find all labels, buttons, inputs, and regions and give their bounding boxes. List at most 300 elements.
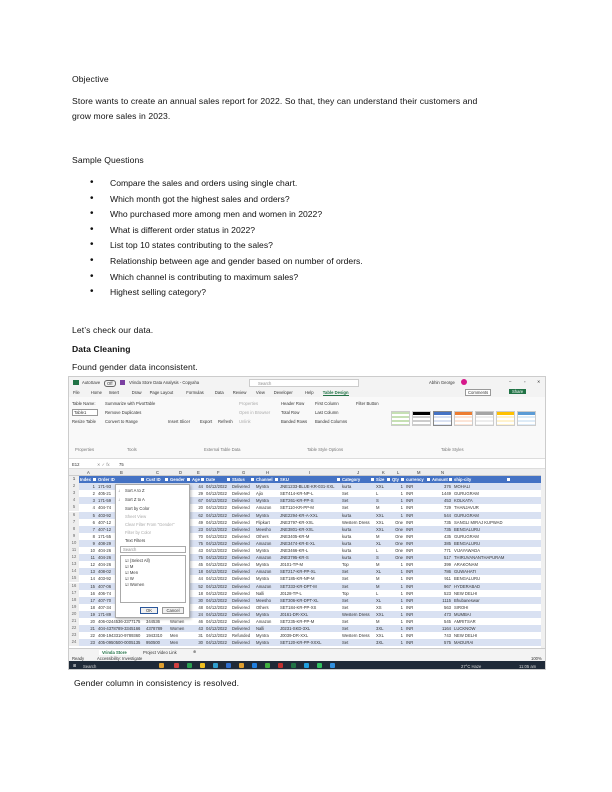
table-cell: 407-34 bbox=[98, 604, 112, 610]
table-cell: INR bbox=[406, 519, 414, 525]
column-header[interactable]: Order ID bbox=[98, 477, 115, 482]
question-item: • Highest selling category? bbox=[90, 287, 363, 303]
column-header[interactable]: Size bbox=[376, 477, 385, 482]
table-cell: HYDERABAD bbox=[454, 583, 481, 589]
table-cell: 1 bbox=[400, 484, 403, 490]
filter-dropdown-icon[interactable] bbox=[371, 478, 375, 482]
vertical-scrollbar[interactable] bbox=[541, 469, 546, 648]
row-number[interactable]: 3 bbox=[69, 490, 79, 497]
menu-review[interactable]: Review bbox=[232, 390, 247, 395]
column-header[interactable]: Index bbox=[80, 477, 91, 482]
windows-icon[interactable]: ⊞ bbox=[73, 663, 77, 668]
column-letter[interactable]: D bbox=[179, 470, 183, 475]
filter-button-checkbox[interactable]: Filter Button bbox=[356, 401, 379, 406]
export-button[interactable]: Export bbox=[200, 419, 213, 424]
filter-dropdown-icon[interactable] bbox=[449, 478, 453, 482]
row-number[interactable]: 22 bbox=[69, 625, 79, 632]
row-number[interactable]: 24 bbox=[69, 639, 79, 646]
app-icon[interactable] bbox=[159, 663, 164, 668]
table-cell: INR bbox=[406, 569, 414, 575]
row-number[interactable]: 6 bbox=[69, 512, 79, 519]
table-cell: 22 bbox=[90, 633, 95, 639]
table-cell: 6 bbox=[92, 519, 95, 525]
share-button[interactable]: Share bbox=[509, 389, 526, 394]
table-cell: Delivered bbox=[232, 569, 250, 575]
filter-dropdown-icon[interactable] bbox=[165, 478, 169, 482]
table-cell: Meesho bbox=[256, 526, 271, 532]
table-cell: 15 bbox=[90, 583, 95, 589]
option-men[interactable]: ☑ Men bbox=[125, 569, 139, 575]
column-header[interactable]: Qty bbox=[392, 477, 399, 482]
first-column-checkbox[interactable]: First Column bbox=[315, 401, 339, 406]
table-cell: 4 bbox=[92, 505, 95, 511]
sort-a-to-z[interactable]: Sort A to Z bbox=[125, 487, 145, 493]
column-letter[interactable]: F bbox=[217, 470, 220, 475]
app-icon[interactable] bbox=[304, 663, 309, 668]
table-cell: THANJAVUR bbox=[454, 505, 479, 511]
table-cell: 7 bbox=[92, 526, 95, 532]
column-header[interactable]: Cust ID bbox=[146, 477, 161, 482]
remove-duplicates-button[interactable]: Remove Duplicates bbox=[105, 410, 142, 415]
column-letter[interactable]: N bbox=[441, 470, 445, 475]
table-cell: One bbox=[395, 540, 403, 546]
table-cell: ARAKONAM bbox=[454, 562, 478, 568]
row-number[interactable]: 20 bbox=[69, 611, 79, 618]
row-number[interactable]: 9 bbox=[69, 533, 79, 540]
table-cell: 344536 bbox=[146, 619, 160, 624]
taskbar bbox=[69, 661, 545, 670]
table-cell: 44 bbox=[198, 576, 203, 582]
app-icon[interactable] bbox=[200, 663, 205, 668]
table-cell: 04/12/2022 bbox=[206, 576, 227, 582]
table-cell: INR bbox=[406, 576, 414, 582]
table-cell: Refunded bbox=[232, 633, 251, 639]
column-letter[interactable]: B bbox=[120, 470, 123, 475]
table-cell: SET217-KR-PP-XL bbox=[280, 569, 316, 575]
column-letter[interactable]: J bbox=[357, 470, 360, 475]
questions-list bbox=[90, 178, 363, 303]
search-box[interactable]: Search bbox=[249, 379, 359, 387]
table-cell: AMRITSAR bbox=[454, 619, 476, 624]
table-cell: J0039-DR-XXL bbox=[280, 633, 309, 639]
autosave-toggle[interactable]: Off bbox=[104, 380, 116, 387]
table-cell: Western Dress bbox=[342, 633, 370, 639]
resize-table-button[interactable]: Resize Table bbox=[72, 419, 96, 424]
column-header[interactable]: Category bbox=[342, 477, 361, 482]
row-number[interactable]: 15 bbox=[69, 575, 79, 582]
ok-button[interactable]: OK bbox=[140, 607, 158, 614]
table-style-swatch[interactable] bbox=[433, 411, 452, 426]
column-letter[interactable]: M bbox=[417, 470, 421, 475]
table-cell: 1943310 bbox=[146, 633, 163, 639]
weather[interactable]: 27°C Haze bbox=[461, 664, 482, 669]
table-cell: 405-0950500-0005135 bbox=[98, 640, 141, 646]
option-m[interactable]: ☑ M bbox=[125, 563, 134, 569]
table-header-row bbox=[69, 476, 541, 483]
table-cell: 04/12/2022 bbox=[206, 597, 227, 603]
avatar[interactable] bbox=[461, 379, 467, 385]
sheet-tab[interactable]: Project Video Link bbox=[143, 650, 177, 655]
sort-z-to-a[interactable]: Sort Z to A bbox=[125, 496, 145, 502]
table-cell: XL bbox=[376, 540, 382, 546]
table-cell: One bbox=[395, 519, 403, 525]
table-cell: XL bbox=[376, 569, 382, 575]
table-cell: 3XL bbox=[376, 626, 384, 632]
group-label: Properties bbox=[75, 447, 95, 452]
total-row-checkbox[interactable]: Total Row bbox=[281, 410, 300, 415]
filter-dropdown-icon[interactable] bbox=[427, 478, 431, 482]
table-row bbox=[69, 625, 541, 632]
app-icon[interactable] bbox=[226, 663, 231, 668]
row-number[interactable]: 23 bbox=[69, 632, 79, 639]
convert-range-button[interactable]: Convert to Range bbox=[105, 419, 138, 424]
app-icon[interactable] bbox=[239, 663, 244, 668]
banded-rows-checkbox[interactable]: Banded Rows bbox=[281, 419, 308, 424]
column-letter[interactable]: C bbox=[156, 470, 160, 475]
table-style-swatch[interactable] bbox=[496, 411, 515, 426]
filter-search-input[interactable]: Search bbox=[120, 546, 186, 553]
table-cell: JNE3405-KR-M bbox=[280, 533, 310, 539]
table-style-swatch[interactable] bbox=[391, 411, 410, 426]
row-number[interactable]: 8 bbox=[69, 526, 79, 533]
menu-table-design[interactable]: Table Design bbox=[322, 390, 349, 395]
table-cell: 45 bbox=[198, 562, 203, 568]
question-item: • Which channel is contributing to maximum sales? bbox=[90, 272, 363, 288]
minimize-icon[interactable]: – bbox=[509, 379, 512, 384]
table-cell: 04/12/2022 bbox=[206, 512, 227, 518]
table-cell: 2 bbox=[92, 491, 95, 497]
column-letter[interactable]: H bbox=[266, 470, 270, 475]
table-cell: INR bbox=[406, 484, 414, 490]
table-cell: JNE3801-KR-XXL bbox=[280, 526, 314, 532]
table-cell: 46 bbox=[198, 619, 203, 624]
option-women[interactable]: ☑ Women bbox=[125, 581, 145, 587]
insert-slicer-button[interactable]: Insert Slicer bbox=[168, 419, 191, 424]
table-cell: 406-0244536-2377175 bbox=[98, 619, 141, 624]
filter-dropdown-icon[interactable] bbox=[227, 478, 231, 482]
app-icon[interactable] bbox=[213, 663, 218, 668]
file-title: Vrinda Store Data Analysis - Copyaha bbox=[129, 380, 200, 385]
group-label: Table Styles bbox=[441, 447, 464, 452]
summarize-pivot-button[interactable]: Summarize with PivotTable bbox=[105, 401, 156, 406]
name-box[interactable]: E12 bbox=[72, 462, 80, 467]
column-header[interactable]: Status bbox=[232, 477, 245, 482]
table-cell: INR bbox=[406, 633, 414, 639]
last-column-checkbox[interactable]: Last Column bbox=[315, 410, 339, 415]
table-cell: 29 bbox=[198, 491, 203, 497]
table-cell: 171-55 bbox=[98, 533, 112, 539]
table-cell: 786 bbox=[444, 569, 451, 575]
table-cell: L bbox=[376, 491, 379, 497]
cancel-button[interactable]: Cancel bbox=[162, 607, 184, 614]
row-number[interactable]: 13 bbox=[69, 561, 79, 568]
questions-heading: Sample Questions bbox=[72, 155, 144, 165]
properties-button[interactable]: Properties bbox=[239, 401, 259, 406]
table-cell: XL bbox=[376, 597, 382, 603]
zoom-level[interactable]: 100% bbox=[531, 656, 542, 661]
table-cell: L bbox=[376, 548, 379, 553]
table-cell: 404-26 bbox=[98, 548, 112, 553]
table-cell: 10 bbox=[90, 548, 95, 553]
table-cell: JNE3466-KR-L bbox=[280, 548, 309, 553]
filter-dropdown-icon[interactable] bbox=[337, 478, 341, 482]
filter-dropdown-icon[interactable] bbox=[93, 478, 97, 482]
menu-page-layout[interactable]: Page Layout bbox=[149, 390, 174, 395]
filter-dropdown-icon[interactable] bbox=[507, 478, 511, 482]
column-header[interactable]: Date bbox=[206, 477, 216, 482]
table-cell: Amazon bbox=[256, 555, 272, 561]
app-icon[interactable] bbox=[317, 663, 322, 668]
column-letter[interactable]: K bbox=[382, 470, 385, 475]
table-cell: 20 bbox=[90, 619, 95, 624]
app-icon[interactable] bbox=[187, 663, 192, 668]
table-cell: 19 bbox=[90, 611, 95, 617]
table-cell: INR bbox=[406, 590, 414, 596]
table-cell: 1 bbox=[400, 611, 403, 617]
table-cell: Delivered bbox=[232, 512, 250, 518]
column-header[interactable]: Amount bbox=[432, 477, 448, 482]
table-cell: INR bbox=[406, 640, 414, 646]
table-cell: Delivered bbox=[232, 533, 250, 539]
sort-by-color[interactable]: Sort by Color bbox=[125, 505, 150, 511]
table-cell: 1 bbox=[400, 590, 403, 596]
table-cell: 14 bbox=[90, 576, 95, 582]
formula-bar bbox=[69, 460, 545, 469]
table-cell: 13 bbox=[90, 569, 95, 575]
table-cell: Nalli bbox=[256, 590, 265, 596]
table-cell: Set bbox=[342, 569, 349, 575]
table-cell: Amazon bbox=[256, 505, 272, 511]
table-cell: INR bbox=[406, 491, 414, 497]
header-row-checkbox[interactable]: Header Row bbox=[281, 401, 305, 406]
column-header[interactable]: Channel bbox=[256, 477, 273, 482]
table-cell: Western Dress bbox=[342, 519, 370, 525]
table-cell: NEW DELHI bbox=[454, 590, 478, 596]
table-row bbox=[69, 618, 541, 625]
menu-help[interactable]: Help bbox=[305, 390, 314, 395]
table-cell: 04/12/2022 bbox=[206, 526, 227, 532]
table-style-swatch[interactable] bbox=[475, 411, 494, 426]
app-icon[interactable] bbox=[265, 663, 270, 668]
filter-by-color[interactable]: Filter by Color bbox=[125, 529, 152, 535]
filter-dropdown-icon[interactable] bbox=[387, 478, 391, 482]
filter-dropdown-icon[interactable] bbox=[251, 478, 255, 482]
table-cell: LUCKNOW bbox=[454, 626, 476, 632]
column-letter[interactable]: E bbox=[197, 470, 200, 475]
table-cell: BENGALURU bbox=[454, 576, 481, 582]
table-cell: M bbox=[376, 583, 380, 589]
table-cell: 18 bbox=[90, 604, 95, 610]
menu-home[interactable]: Home bbox=[90, 390, 102, 395]
table-name-label: Table Name: bbox=[72, 401, 96, 406]
table-cell: NEW DELHI bbox=[454, 633, 478, 639]
table-cell: 04/12/2022 bbox=[206, 611, 227, 617]
filter-options-list bbox=[120, 555, 186, 603]
table-cell: INR bbox=[406, 555, 414, 561]
table-cell: INR bbox=[406, 583, 414, 589]
filter-dropdown-icon[interactable] bbox=[201, 478, 205, 482]
column-header[interactable]: currency bbox=[406, 477, 424, 482]
filter-dropdown-icon[interactable] bbox=[275, 478, 279, 482]
unlink-button[interactable]: Unlink bbox=[239, 419, 251, 424]
data-cleaning-heading: Data Cleaning bbox=[72, 344, 131, 354]
row-number[interactable]: 11 bbox=[69, 547, 79, 554]
column-letter[interactable]: A bbox=[87, 470, 90, 475]
save-icon[interactable] bbox=[120, 380, 125, 385]
column-letter[interactable]: L bbox=[397, 470, 400, 475]
table-cell: Top bbox=[342, 562, 349, 568]
column-header[interactable]: SKU bbox=[280, 477, 289, 482]
row-number[interactable]: 12 bbox=[69, 554, 79, 561]
table-cell: M bbox=[376, 505, 380, 511]
row-number[interactable]: 21 bbox=[69, 618, 79, 625]
taskbar-search[interactable]: Search bbox=[83, 664, 97, 669]
table-cell: SET235-KR-PP-M bbox=[280, 619, 315, 624]
table-cell: 04/12/2022 bbox=[206, 626, 227, 632]
menu-developer[interactable]: Developer bbox=[273, 390, 293, 395]
table-cell: Others bbox=[256, 604, 269, 610]
app-icon[interactable] bbox=[330, 663, 335, 668]
maximize-icon[interactable]: ▫ bbox=[524, 379, 526, 384]
row-number[interactable]: 17 bbox=[69, 590, 79, 597]
table-cell: 171-89 bbox=[98, 611, 112, 617]
app-icon[interactable] bbox=[174, 663, 179, 668]
table-cell: JNE2294-KR-A-XXL bbox=[280, 512, 318, 518]
row-number[interactable]: 19 bbox=[69, 604, 79, 611]
autosave-label: AutoSave bbox=[82, 380, 101, 385]
question-item: • Relationship between age and gender based on number of orders. bbox=[90, 256, 363, 272]
table-cell: 21 bbox=[90, 626, 95, 632]
table-cell: kurta bbox=[342, 526, 352, 532]
table-cell: 52 bbox=[198, 583, 203, 589]
menu-draw[interactable]: Draw bbox=[131, 390, 142, 395]
table-cell: Men bbox=[170, 640, 179, 646]
row-number[interactable]: 18 bbox=[69, 597, 79, 604]
filter-dropdown-icon[interactable] bbox=[141, 478, 145, 482]
clear-filter[interactable]: Clear Filter From "Gender" bbox=[125, 521, 175, 527]
menu-insert[interactable]: Insert bbox=[108, 390, 120, 395]
row-number[interactable]: 7 bbox=[69, 519, 79, 526]
table-cell: 3 bbox=[92, 498, 95, 504]
filter-dropdown-icon[interactable] bbox=[401, 478, 405, 482]
table-cell: MOHALI bbox=[454, 484, 471, 490]
menu-formulas[interactable]: Formulas bbox=[186, 390, 204, 395]
table-cell: XXL bbox=[376, 512, 384, 518]
menu-file[interactable]: File bbox=[73, 390, 80, 395]
row-number[interactable]: 4 bbox=[69, 497, 79, 504]
table-cell: M bbox=[376, 533, 380, 539]
table-cell: 04/12/2022 bbox=[206, 604, 227, 610]
row-number[interactable]: 16 bbox=[69, 583, 79, 590]
table-cell: Delivered bbox=[232, 626, 250, 632]
menu-view[interactable]: View bbox=[255, 390, 265, 395]
table-cell: 403-92 bbox=[98, 512, 112, 518]
table-name-input[interactable]: Table1 bbox=[72, 409, 98, 416]
table-cell: 1115 bbox=[442, 597, 451, 603]
table-cell: kurta bbox=[342, 555, 352, 561]
table-style-swatch[interactable] bbox=[517, 411, 536, 426]
table-cell: 1 bbox=[400, 562, 403, 568]
app-icon[interactable] bbox=[278, 663, 283, 668]
menu-data[interactable]: Data bbox=[214, 390, 224, 395]
option-select-all[interactable]: ☑ (Select All) bbox=[125, 557, 150, 563]
table-cell: XXL bbox=[376, 519, 384, 525]
table-cell: SIROHI bbox=[454, 604, 469, 610]
option-w[interactable]: ☑ W bbox=[125, 575, 134, 581]
table-cell: Set bbox=[342, 498, 349, 504]
row-number[interactable]: 14 bbox=[69, 568, 79, 575]
excel-taskbar-icon[interactable] bbox=[291, 663, 296, 668]
objective-line-2: grow more sales in 2023. bbox=[72, 111, 171, 121]
column-letter[interactable]: I bbox=[309, 470, 311, 475]
row-number[interactable]: 5 bbox=[69, 504, 79, 511]
refresh-button[interactable]: Refresh bbox=[218, 419, 233, 424]
accessibility-status[interactable]: Accessibility: Investigate bbox=[97, 656, 143, 661]
table-cell: INR bbox=[406, 540, 414, 546]
table-cell: 30 bbox=[198, 640, 203, 646]
title-bar bbox=[69, 377, 545, 388]
table-cell: JNE3474-KR-E-XL bbox=[280, 540, 316, 546]
column-header[interactable]: Age bbox=[192, 477, 200, 482]
table-cell: 406-74 bbox=[98, 590, 112, 596]
table-cell: Ajio bbox=[256, 491, 263, 497]
column-header[interactable]: ship-city bbox=[454, 477, 472, 482]
table-cell: INR bbox=[406, 604, 414, 610]
table-cell: 545 bbox=[444, 619, 451, 624]
table-cell: 04/12/2022 bbox=[206, 640, 227, 646]
table-style-swatch[interactable] bbox=[454, 411, 473, 426]
table-cell: 04/12/2022 bbox=[206, 540, 227, 546]
table-cell: 435 bbox=[444, 533, 451, 539]
add-sheet-icon[interactable]: ⊕ bbox=[193, 649, 197, 654]
table-cell: 404-26 bbox=[98, 555, 112, 561]
table-cell: Set bbox=[342, 640, 349, 646]
table-style-swatch[interactable] bbox=[412, 411, 431, 426]
sheet-tab[interactable]: Vrinda Store bbox=[99, 650, 130, 656]
table-cell: 1 bbox=[400, 505, 403, 511]
column-header[interactable]: Gender bbox=[170, 477, 185, 482]
table-cell: INR bbox=[406, 611, 414, 617]
row-number[interactable]: 10 bbox=[69, 540, 79, 547]
filter-dropdown-icon[interactable] bbox=[187, 478, 191, 482]
table-cell: 30 bbox=[198, 597, 203, 603]
table-cell: One bbox=[395, 533, 403, 539]
row-number[interactable]: 1 bbox=[69, 476, 79, 483]
formula-input[interactable]: 75 bbox=[119, 462, 124, 467]
table-cell: 1 bbox=[400, 576, 403, 582]
group-label: Table Style Options bbox=[307, 447, 344, 452]
open-browser-button[interactable]: Open in Browser bbox=[239, 410, 271, 415]
table-cell: 407-70 bbox=[98, 597, 112, 603]
table-cell: 408-02 bbox=[98, 569, 112, 575]
app-icon[interactable] bbox=[252, 663, 257, 668]
row-number[interactable]: 2 bbox=[69, 483, 79, 490]
table-cell: L bbox=[376, 590, 379, 596]
sheet-view[interactable]: Sheet View bbox=[125, 513, 147, 519]
sort-za-icon: ↓ bbox=[118, 496, 121, 502]
table-cell: J0101-TP-M bbox=[280, 562, 304, 568]
found-inconsistent-text: Found gender data inconsistent. bbox=[72, 362, 198, 372]
close-icon[interactable]: ✕ bbox=[537, 379, 541, 384]
comments-button[interactable]: Comments bbox=[465, 389, 491, 396]
text-filters[interactable]: Text Filters bbox=[125, 537, 146, 543]
table-cell: 62 bbox=[198, 512, 203, 518]
banded-columns-checkbox[interactable]: Banded Columns bbox=[315, 419, 348, 424]
resolved-text: Gender column in consistency is resolved. bbox=[74, 678, 240, 688]
table-cell: Delivered bbox=[232, 491, 250, 497]
table-cell: SET120-KR-PP-XXXL bbox=[280, 640, 322, 646]
column-letter[interactable]: G bbox=[242, 470, 246, 475]
